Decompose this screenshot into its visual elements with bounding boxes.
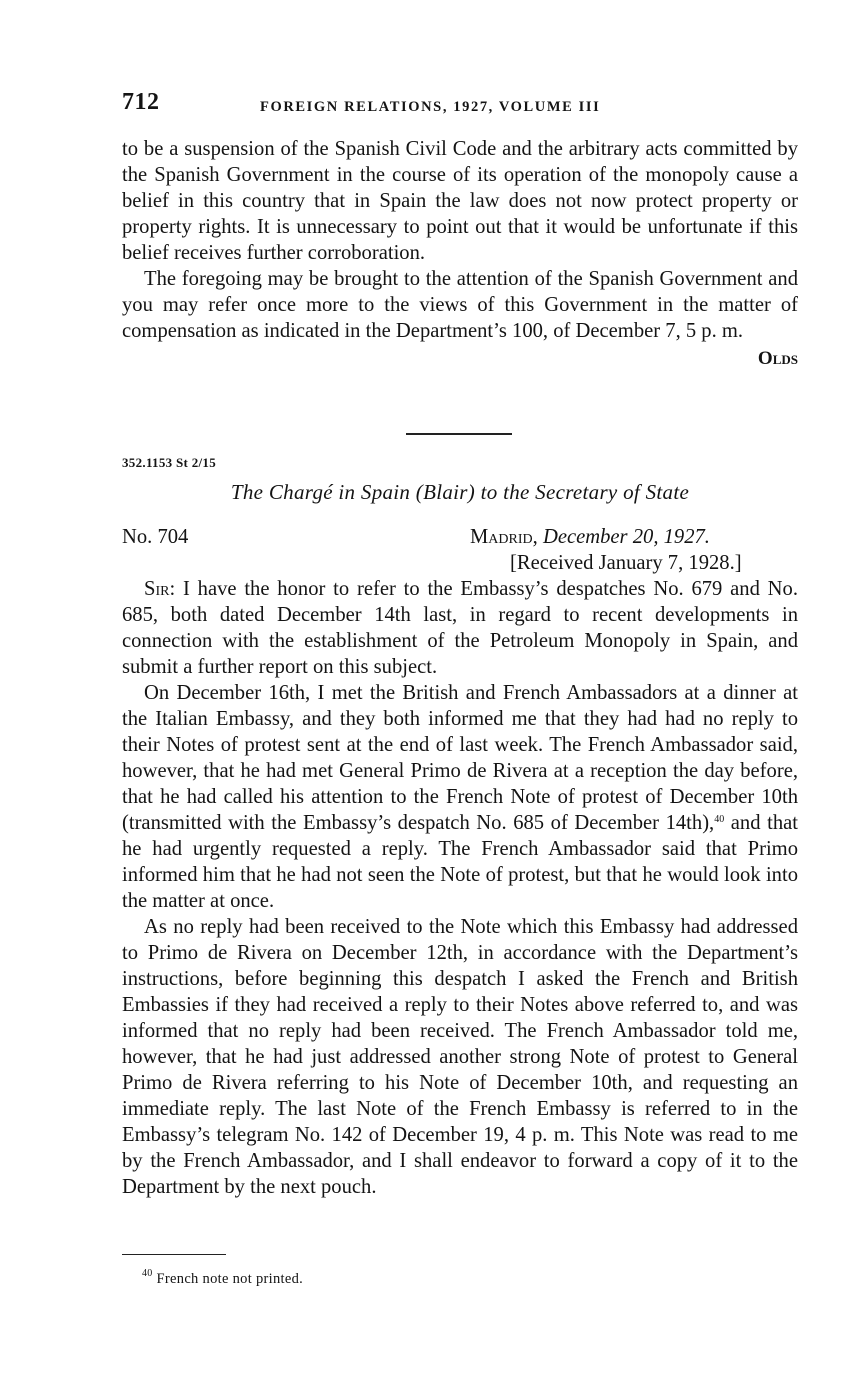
document-title: The Chargé in Spain (Blair) to the Secretary of State (230, 480, 690, 504)
paragraph-text: I have the honor to refer to the Embassy’s despatches No. 679 and No. 685, both dated December 14th last, in regard to recent developments in connection with the establishment of the Petroleum Monopoly in Spain, and submit a further report on this subject. (122, 578, 798, 678)
paragraph-text: On December 16th, I met the British and French Ambassadors at a dinner at the Italian Embassy, and they both informed me that they had had no reply to their Notes of protest sent at the end of last week. The French Ambassador said, however, that he had met General Primo de Rivera at a reception the day before, that he had called his attention to the French Note of protest of December 10th (transmitted with the Embassy’s despatch No. 685 of December 14th), (122, 682, 798, 834)
footnote-divider (122, 1254, 226, 1255)
continuation-text (122, 136, 798, 372)
footnote-text: French note not printed. (156, 1271, 304, 1287)
signature: Olds (757, 348, 798, 369)
file-number: 352.1153 St 2/15 (122, 455, 217, 470)
page-header (122, 86, 798, 120)
section-divider (406, 433, 512, 435)
received-date: [Received January 7, 1928.] (510, 552, 742, 574)
despatch-paragraph: As no reply had been received to the Note which this Embassy had addressed to Primo de Rivera on December 12th, in accordance with the Department’s instructions, before beginning this despatch I asked the French and British Embassies if they had received a reply to their Notes above referred to, and was informed that no reply had been received. The French Ambassador told me, however, that he had just addressed another strong Note of protest to General Primo de Rivera referring to his Note of December 10th, and requesting an immediate reply. The last Note of the French Embassy is referred to in the Embassy’s telegram No. 142 of December 19, 4 p. m. This Note was read to me by the French Ambassador, and I shall endeavor to forward a copy of it to the Department by the next pouch. (122, 916, 798, 1198)
despatch-paragraph (122, 680, 798, 914)
continuation-paragraph: The foregoing may be brought to the attention of the Spanish Government and you may refer once more to the views of this Government in the matter of compensation as indicated in the Department’s 100, of December 7, 5 p. m. (122, 268, 798, 342)
continuation-paragraph: to be a suspension of the Spanish Civil Code and the arbitrary acts committed by the Spanish Government in the course of its operation of the monopoly cause a belief in this country that in Spain the law does not now protect property or property rights. It is unnecessary to point out that it would be unfortunate if this belief receives further corroboration. (122, 138, 798, 264)
despatch-number: No. 704 (122, 526, 189, 548)
dateline-place: Madrid, (470, 526, 538, 548)
running-title: FOREIGN RELATIONS, 1927, VOLUME III (260, 99, 601, 115)
footnote-reference: 40 (714, 814, 725, 825)
footnote (142, 1266, 303, 1292)
dateline-date: December 20, 1927. (542, 526, 710, 548)
dateline (470, 524, 710, 550)
footnote-number: 40 (142, 1268, 153, 1279)
salutation: Sir: (144, 578, 176, 600)
despatch-body (122, 576, 798, 1200)
despatch-paragraph (122, 576, 798, 680)
page-number: 712 (122, 89, 160, 115)
paragraph-text: and that he had urgently requested a reply. The French Ambassador said that Primo informed him that he had not seen the Note of protest, but that he would look into the matter at once. (122, 812, 798, 912)
